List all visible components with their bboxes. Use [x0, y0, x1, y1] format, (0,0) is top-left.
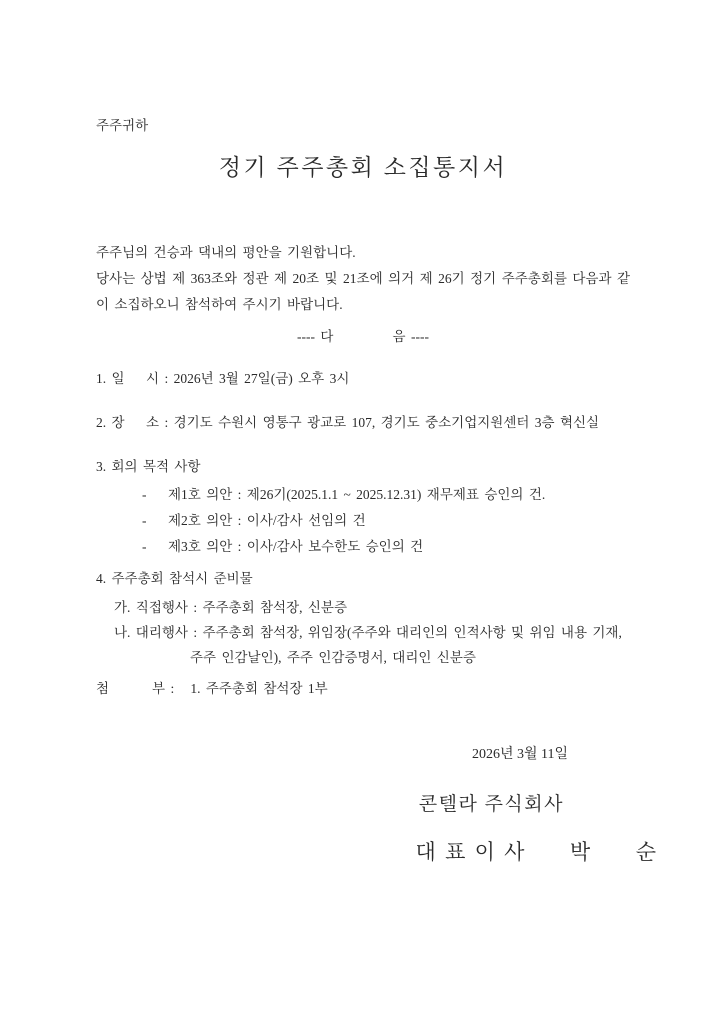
- document-title: 정기 주주총회 소집통지서: [218, 155, 508, 180]
- preparation-sub-list: [96, 595, 630, 670]
- greeting-line: 주주님의 건승과 댁내의 평안을 기원합니다.: [96, 245, 356, 260]
- separator-line: ---- 다 음 ----: [297, 329, 429, 344]
- ceo-signature: 대 표 이 사 박 순: [415, 840, 658, 864]
- item-meeting-venue: 2. 장 소 : 경기도 수원시 영통구 광교로 107, 경기도 중소기업지원센터 3층 혁신실: [96, 415, 600, 430]
- agenda-sub-list: [96, 482, 630, 560]
- item-meeting-agenda: 3. 회의 목적 사항: [96, 459, 201, 474]
- prep-sub-item-direct: 가. 직접행사 : 주주총회 참석장, 신분증: [114, 600, 347, 615]
- item-preparation: 4. 주주총회 참석시 준비물: [96, 571, 253, 586]
- intro-section: [96, 240, 630, 318]
- company-name: 콘텔라 주식회사: [418, 794, 564, 815]
- intro-paragraph: 당사는 상법 제 363조와 정관 제 20조 및 21조에 의거 제 26기 정기 주주총회를 다음과 같이 소집하오니 참석하여 주시기 바랍니다.: [96, 271, 630, 312]
- agenda-sub-item-1: - 제1호 의안 : 제26기(2025.1.1 ~ 2025.12.31) 재무제표 승인의 건.: [142, 487, 546, 502]
- agenda-sub-item-2: - 제2호 의안 : 이사/감사 선임의 건: [142, 513, 366, 528]
- attachment-line: 첨 부 : 1. 주주총회 참석장 1부: [96, 681, 328, 696]
- prep-sub-item-proxy-continuation: 주주 인감날인), 주주 인감증명서, 대리인 신분증: [190, 650, 476, 665]
- agenda-sub-item-3: - 제3호 의안 : 이사/감사 보수한도 승인의 건: [142, 539, 424, 554]
- prep-sub-item-proxy: 나. 대리행사 : 주주총회 참석장, 위임장(주주와 대리인의 인적사항 및 위임 내용 기재,: [114, 625, 622, 640]
- item-meeting-datetime: 1. 일 시 : 2026년 3월 27일(금) 오후 3시: [96, 371, 350, 386]
- recipient-line: 주주귀하: [96, 118, 149, 133]
- issue-date: 2026년 3월 11일: [471, 747, 568, 762]
